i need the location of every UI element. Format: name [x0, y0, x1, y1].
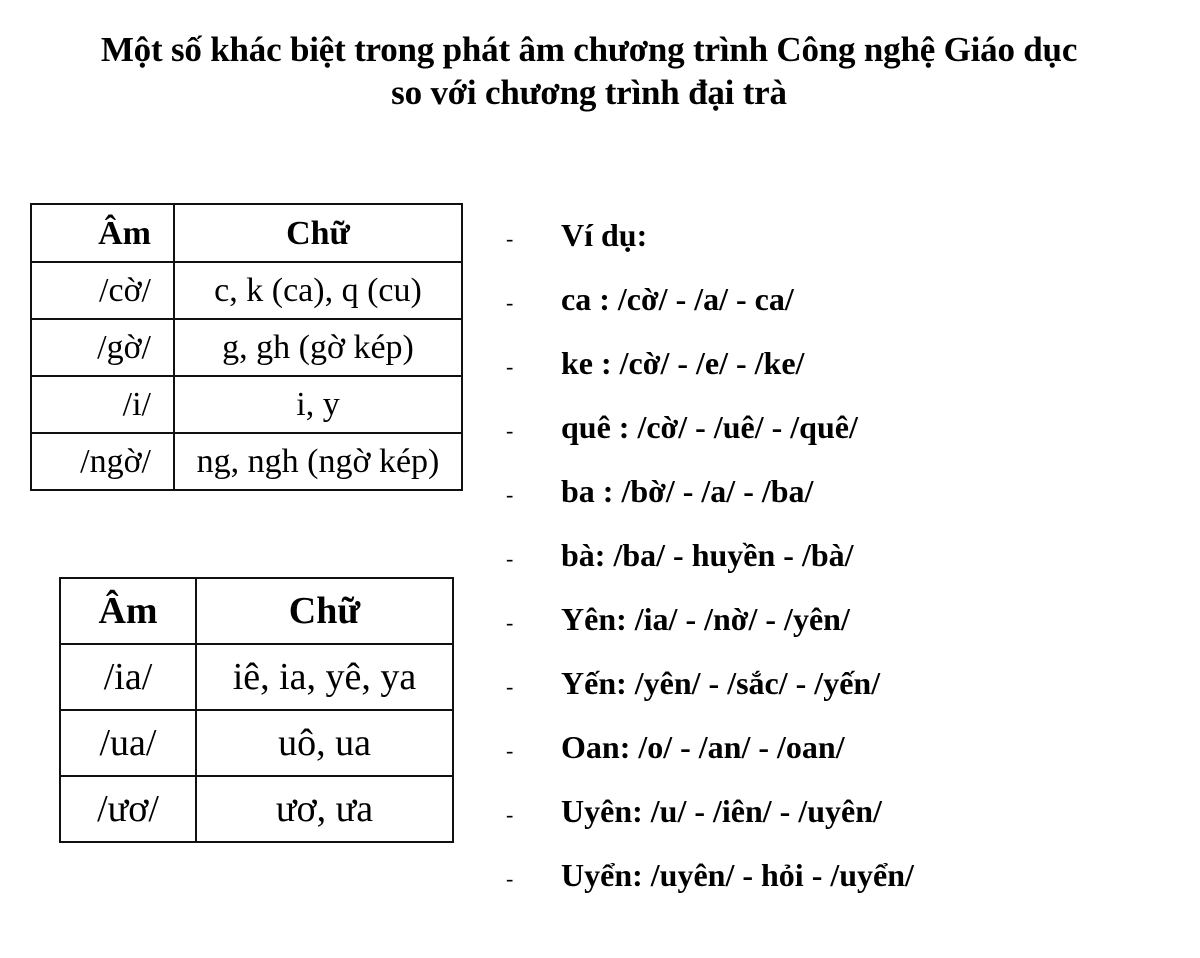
list-item	[500, 407, 1100, 457]
table-row	[31, 319, 462, 376]
cell-chu: ươ, ưa	[196, 776, 453, 842]
page-title	[0, 28, 1178, 114]
table-header-row	[31, 204, 462, 262]
dash-bullet-icon: -	[506, 290, 514, 315]
table-row	[31, 433, 462, 490]
header-am: Âm	[60, 578, 196, 644]
vowel-mapping-table	[59, 577, 454, 843]
example-heading: Ví dụ:	[561, 217, 648, 253]
dash-bullet-icon: -	[506, 674, 514, 699]
example-text: bà: /ba/ - huyền - /bà/	[561, 537, 854, 573]
consonant-mapping-table	[30, 203, 463, 491]
example-text: ke : /cờ/ - /e/ - /ke/	[561, 345, 805, 381]
cell-am: /i/	[31, 376, 174, 433]
list-item	[500, 855, 1100, 905]
dash-bullet-icon: -	[506, 610, 514, 635]
list-item	[500, 727, 1100, 777]
cell-chu: g, gh (gờ kép)	[174, 319, 462, 376]
example-text: ca : /cờ/ - /a/ - ca/	[561, 281, 794, 317]
cell-am: /ua/	[60, 710, 196, 776]
dash-bullet-icon: -	[506, 226, 514, 251]
dash-bullet-icon: -	[506, 418, 514, 443]
list-item	[500, 599, 1100, 649]
cell-am: /gờ/	[31, 319, 174, 376]
list-item	[500, 343, 1100, 393]
example-text: Oan: /o/ - /an/ - /oan/	[561, 729, 845, 765]
list-item	[500, 791, 1100, 841]
table-row	[60, 644, 453, 710]
cell-chu: iê, ia, yê, ya	[196, 644, 453, 710]
list-item	[500, 535, 1100, 585]
dash-bullet-icon: -	[506, 866, 514, 891]
example-text: ba : /bờ/ - /a/ - /ba/	[561, 473, 814, 509]
cell-am: /ươ/	[60, 776, 196, 842]
cell-chu: i, y	[174, 376, 462, 433]
cell-chu: c, k (ca), q (cu)	[174, 262, 462, 319]
cell-am: /ia/	[60, 644, 196, 710]
cell-am: /cờ/	[31, 262, 174, 319]
cell-chu: ng, ngh (ngờ kép)	[174, 433, 462, 490]
example-text: Uyển: /uyên/ - hỏi - /uyển/	[561, 857, 914, 893]
dash-bullet-icon: -	[506, 738, 514, 763]
header-am: Âm	[31, 204, 174, 262]
cell-am: /ngờ/	[31, 433, 174, 490]
list-item	[500, 471, 1100, 521]
dash-bullet-icon: -	[506, 802, 514, 827]
title-line-2: so với chương trình đại trà	[391, 73, 787, 112]
example-text: Yến: /yên/ - /sắc/ - /yến/	[561, 665, 881, 701]
dash-bullet-icon: -	[506, 482, 514, 507]
list-item	[500, 279, 1100, 329]
table-row	[60, 710, 453, 776]
header-chu: Chữ	[174, 204, 462, 262]
list-item	[500, 663, 1100, 713]
table-header-row	[60, 578, 453, 644]
title-line-1: Một số khác biệt trong phát âm chương trình Công nghệ Giáo dục	[100, 30, 1078, 69]
dash-bullet-icon: -	[506, 546, 514, 571]
table-row	[31, 262, 462, 319]
example-text: quê : /cờ/ - /uê/ - /quê/	[561, 409, 858, 445]
table-row	[60, 776, 453, 842]
cell-chu: uô, ua	[196, 710, 453, 776]
dash-bullet-icon: -	[506, 354, 514, 379]
table-row	[31, 376, 462, 433]
example-text: Uyên: /u/ - /iên/ - /uyên/	[561, 793, 882, 829]
example-text: Yên: /ia/ - /nờ/ - /yên/	[561, 601, 850, 637]
header-chu: Chữ	[196, 578, 453, 644]
list-item	[500, 215, 1100, 265]
